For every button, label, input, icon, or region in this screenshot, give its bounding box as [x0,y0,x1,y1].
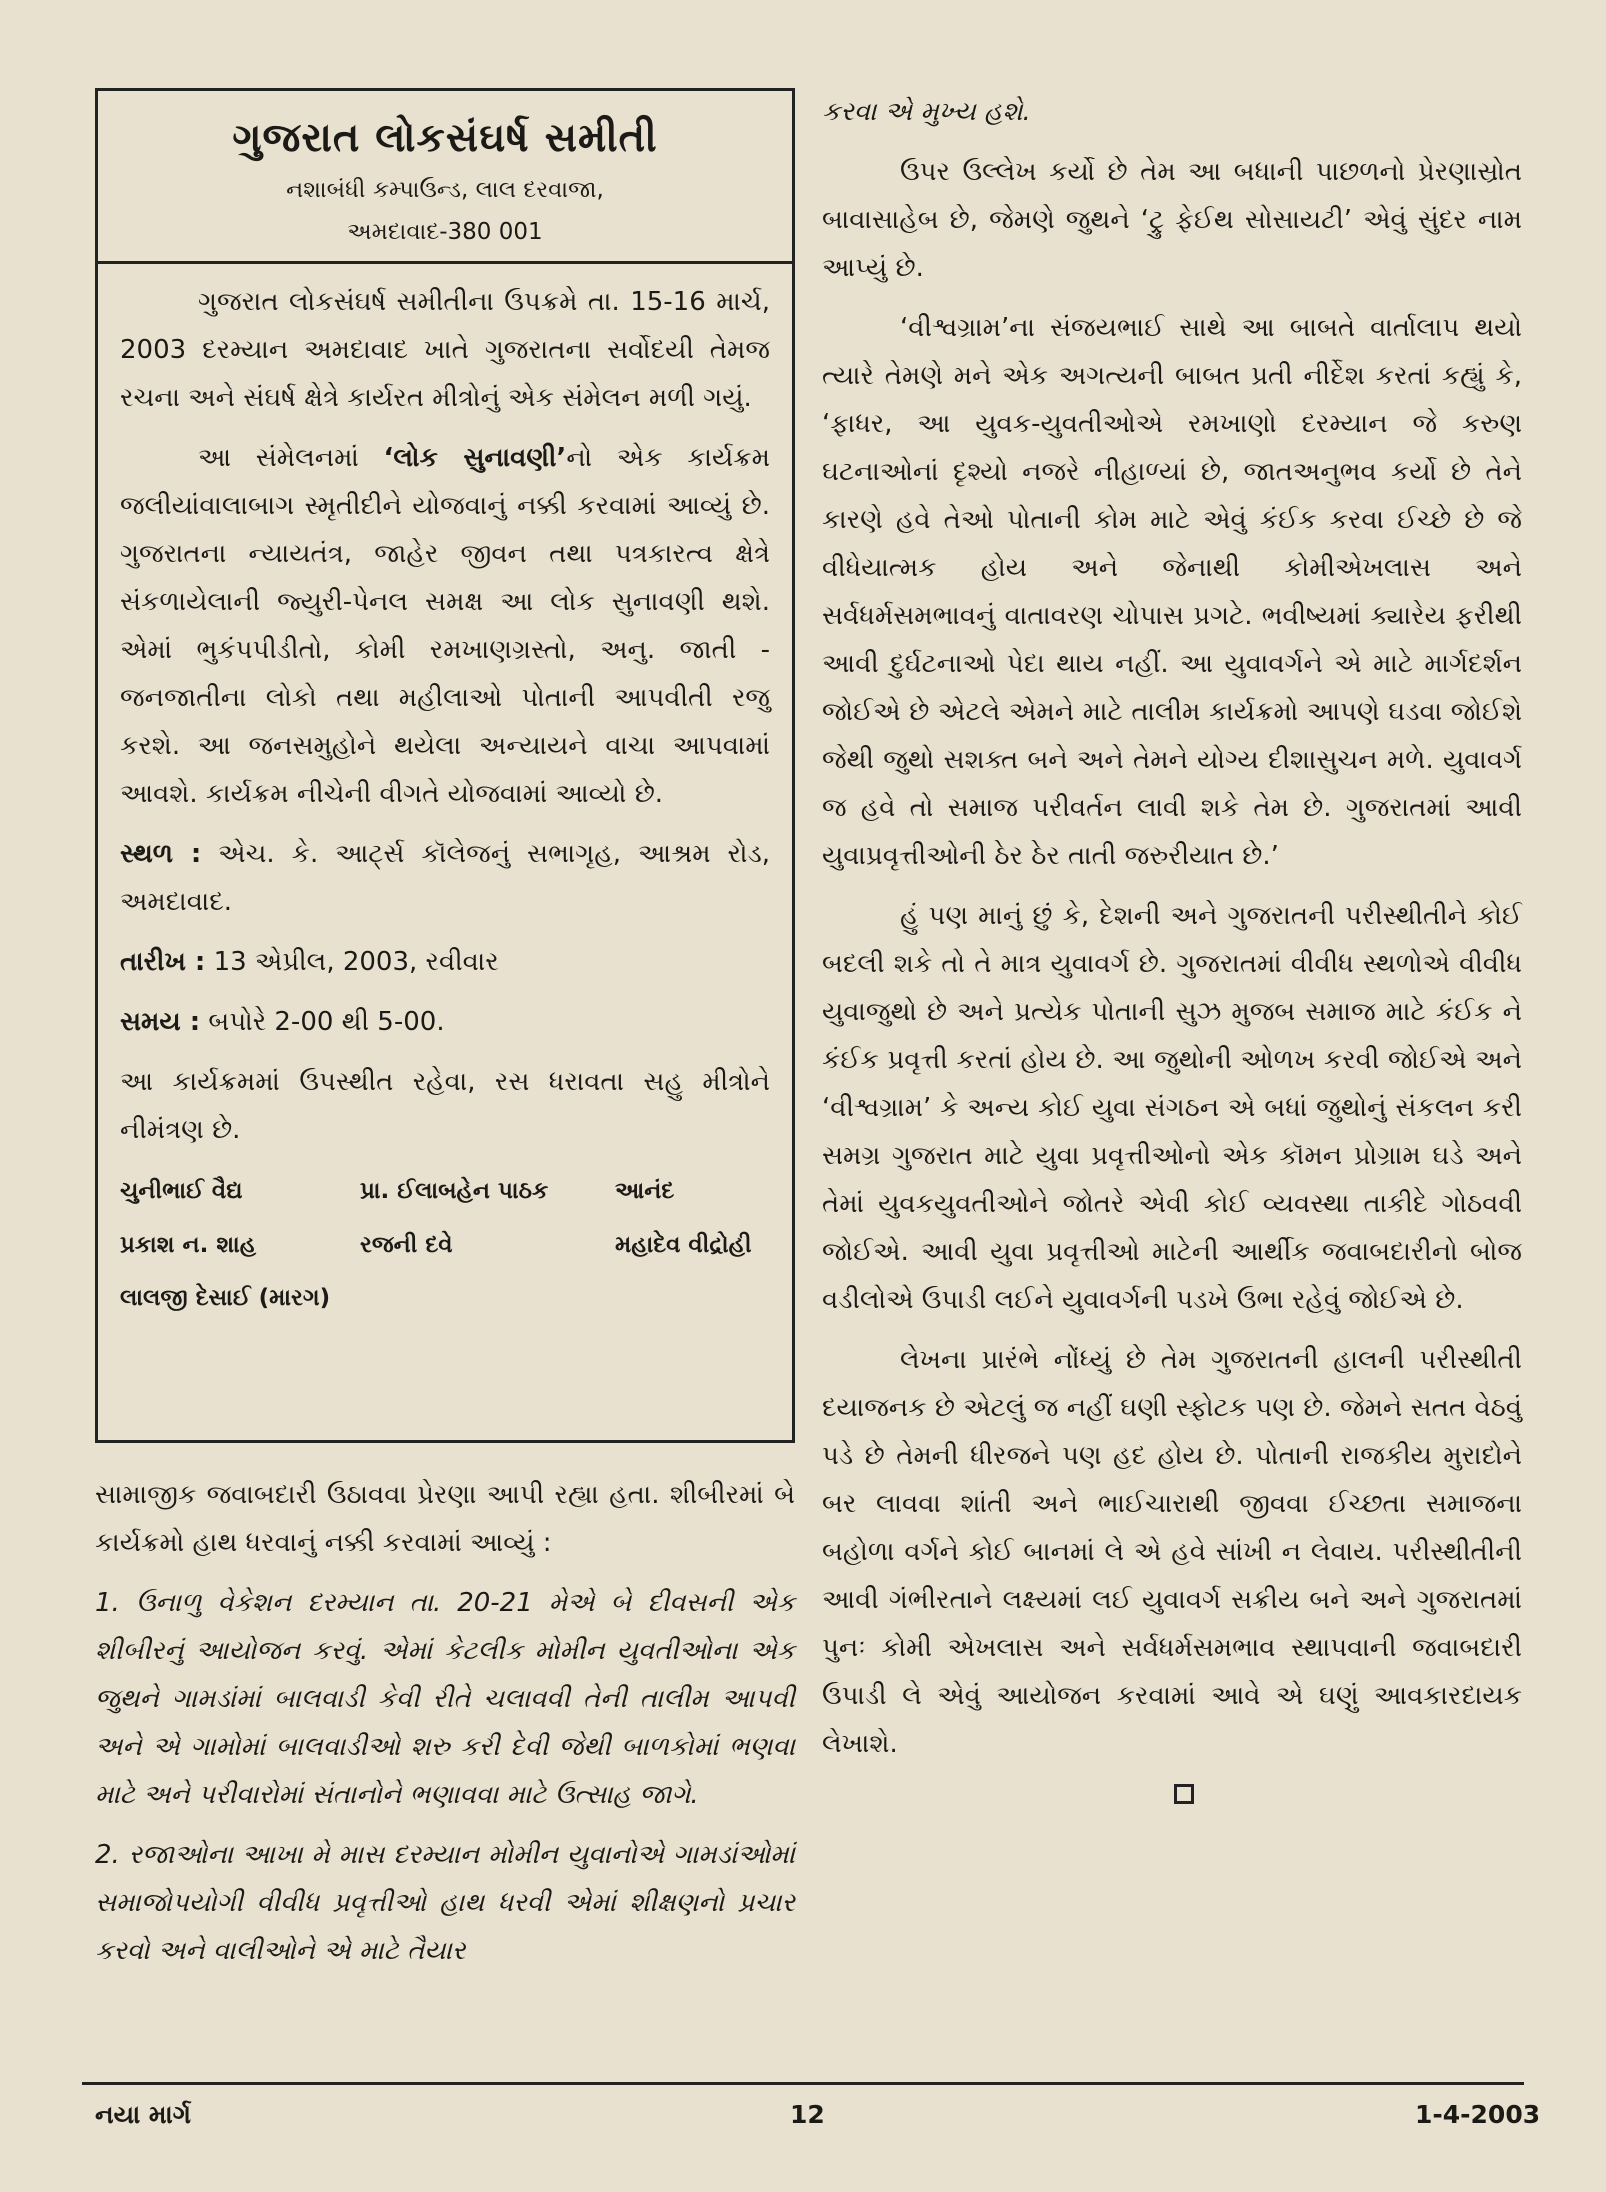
box-paragraph-2 [120,434,770,818]
date-value: 13 એપ્રીલ, 2003, રવીવાર [205,947,499,977]
footer-page-number: 12 [790,2100,825,2129]
box-paragraph-2-post: નો એક કાર્યક્રમ જલીયાંવાલાબાગ સ્મૃતીદીને યોજવાનું નક્કી કરવામાં આવ્યું છે. ગુજરાતના ન્યાયતંત્ર, જાહેર જીવન તથા પત્રકારત્વ ક્ષેત્રે સંકળાયેલાની જ્યુરી-પેનલ સમક્ષ આ લોક સુનાવણી થશે. એમાં ભુકંપપીડીતો, કોમી રમખાણગ્રસ્તો, અનુ. જાતી - જનજાતીના લોકો તથા મહીલાઓ પોતાની આપવીતી રજુ કરશે. આ જનસમુહોને થયેલા અન્યાયને વાચા આપવામાં આવશે. કાર્યક્રમ નીચેની વીગતે યોજવામાં આવ્યો છે. [120,443,770,809]
right-continuation-line: કરવા એ મુખ્ય હશે. [822,97,1031,127]
lok-sunavani-highlight: ‘લોક સુનાવણી’ [383,443,567,473]
left-column [95,88,795,1975]
box-paragraph-2-pre: આ સંમેલનમાં [198,443,384,473]
left-paragraph: સામાજીક જવાબદારી ઉઠાવવા પ્રેરણા આપી રહ્યા હતા. શીબીરમાં બે કાર્યક્રમો હાથ ધરવાનું નક્કી કરવામાં આવ્યું : [95,1480,795,1558]
right-paragraph: લેખના પ્રારંભે નોંધ્યું છે તેમ ગુજરાતની હાલની પરીસ્થીતી દયાજનક છે એટલું જ નહીં ઘણી સ્ફોટક પણ છે. જેમને સતત વેઠવું પડે છે તેમની ધીરજને પણ હદ હોય છે. પોતાની રાજકીય મુરાદોને બર લાવવા શાંતી અને ભાઈચારાથી જીવવા ઈચ્છતા સમાજના બહોળા વર્ગને કોઈ બાનમાં લે એ હવે સાંખી ન લેવાય. પરીસ્થીતીની આવી ગંભીરતાને લક્ષ્યમાં લઈ યુવાવર્ગ સક્રીય બને અને ગુજરાતમાં પુનઃ કોમી એખલાસ અને સર્વધર્મસમભાવ સ્થાપવાની જવાબદારી ઉપાડી લે એવું આયોજન કરવામાં આવે એ ઘણું આવકારદાયક લેખાશે. [822,1345,1522,1759]
list-item: 2. રજાઓના આખા મે માસ દરમ્યાન મોમીન યુવાનોએ ગામડાંઓમાં સમાજોપયોગી વીવીધ પ્રવૃત્તીઓ હાથ ધરવી એમાં શીક્ષણનો પ્રચાર કરવો અને વાલીઓને એ માટે તૈયાર [95,1840,795,1966]
signatory-name: પ્રકાશ ન. શાહ [120,1232,257,1258]
left-continued-text [95,1471,795,1975]
right-paragraph: હું પણ માનું છું કે, દેશની અને ગુજરાતની પરીસ્થીતીને કોઈ બદલી શકે તો તે માત્ર યુવાવર્ગ છે. ગુજરાતમાં વીવીધ સ્થળોએ વીવીધ યુવાજુથો છે અને પ્રત્યેક પોતાની સુઝ મુજબ સમાજ માટે કંઈક ને કંઈક પ્રવૃત્તી કરતાં હોય છે. આ જુથોની ઓળખ કરવી જોઈએ અને ‘વીશ્વગ્રામ’ કે અન્ય કોઈ યુવા સંગઠન એ બધાં જુથોનું સંકલન કરી સમગ્ર ગુજરાત માટે યુવા પ્રવૃત્તીઓનો એક કૉમન પ્રોગ્રામ ઘડે અને તેમાં યુવકયુવતીઓને જોતરે એવી કોઈ વ્યવસ્થા તાકીદે ગોઠવવી જોઈએ. આવી યુવા પ્રવૃત્તીઓ માટેની આર્થીક જવાબદારીનો બોજ વડીલોએ ઉપાડી લઈને યુવાવર્ગની પડખે ઉભા રહેવું જોઈએ છે. [822,901,1522,1315]
time-line [120,998,770,1046]
footer-divider [82,2082,1524,2085]
venue-line [120,830,770,926]
time-value: બપોરે 2-00 થી 5-00. [200,1007,445,1037]
box-address-line2: અમદાવાદ-380 001 [347,219,543,245]
signatory-name: પ્રા. ઈલાબહેન પાઠક [360,1178,549,1204]
invite-text: આ કાર્યક્રમમાં ઉપસ્થીત રહેવા, રસ ધરાવતા સહુ મીત્રોને નીમંત્રણ છે. [120,1067,770,1145]
date-line [120,938,770,986]
article-end-square-icon [1174,1784,1194,1804]
time-label: સમય : [120,1007,201,1037]
signatory-name: આનંદ [615,1178,675,1204]
announcement-box [95,88,795,1443]
list-item: 1. ઉનાળુ વેકેશન દરમ્યાન તા. 20-21 મેએ બે દીવસની એક શીબીરનું આયોજન કરવું. એમાં કેટલીક મોમીન યુવતીઓના એક જુથને ગામડાંમાં બાલવાડી કેવી રીતે ચલાવવી તેની તાલીમ આપવી અને એ ગામોમાં બાલવાડીઓ શરુ કરી દેવી જેથી બાળકોમાં ભણવા માટે અને પરીવારોમાં સંતાનોને ભણાવવા માટે ઉત્સાહ જાગે. [95,1588,795,1810]
signatory-name: લાલજી દેસાઈ (મારગ) [120,1285,331,1311]
box-title: ગુજરાત લોકસંઘર્ષ સમીતી [232,115,658,161]
right-paragraph: ઉપર ઉલ્લેખ કર્યો છે તેમ આ બધાની પાછળનો પ્રેરણાસ્રોત બાવાસાહેબ છે, જેમણે જુથને ‘ટ્રુ ફેઈથ સોસાયટી’ એવું સુંદર નામ આપ્યું છે. [822,157,1522,283]
date-label: તારીખ : [120,947,206,977]
box-paragraph-1: ગુજરાત લોકસંઘર્ષ સમીતીના ઉપક્રમે તા. 15-16 માર્ચ, 2003 દરમ્યાન અમદાવાદ ખાતે ગુજરાતના સર્વોદયી તેમજ રચના અને સંઘર્ષ ક્ષેત્રે કાર્યરત મીત્રોનું એક સંમેલન મળી ગયું. [120,287,770,413]
footer-publication: નયા માર્ગ [95,2100,191,2129]
box-divider [98,261,792,264]
right-paragraph: ‘વીશ્વગ્રામ’ના સંજયભાઈ સાથે આ બાબતે વાર્તાલાપ થયો ત્યારે તેમણે મને એક અગત્યની બાબત પ્રતી નીર્દેશ કરતાં કહ્યું કે, ‘ફાધર, આ યુવક-યુવતીઓએ રમખાણો દરમ્યાન જે કરુણ ઘટનાઓનાં દૃશ્યો નજરે નીહાળ્યાં છે, જાતઅનુભવ કર્યો છે તેને કારણે હવે તેઓ પોતાની કોમ માટે એવું કંઈક કરવા ઈચ્છે છે જે વીધેયાત્મક હોય અને જેનાથી કોમીએખલાસ અને સર્વધર્મસમભાવનું વાતાવરણ ચોપાસ પ્રગટે. ભવીષ્યમાં ક્યારેય ફરીથી આવી દુર્ઘટનાઓ પેદા થાય નહીં. આ યુવાવર્ગને એ માટે માર્ગદર્શન જોઈએ છે એટલે એમને માટે તાલીમ કાર્યક્રમો આપણે ઘડવા જોઈશે જેથી જુથો સશક્ત બને અને તેમને યોગ્ય દીશાસુચન મળે. યુવાવર્ગ જ હવે તો સમાજ પરીવર્તન લાવી શકે તેમ છે. ગુજરાતમાં આવી યુવાપ્રવૃત્તીઓની ઠેર ઠેર તાતી જરુરીયાત છે.’ [822,313,1522,871]
venue-label: સ્થળ : [120,839,202,869]
box-address-line1: નશાબંધી કમ્પાઉન્ડ, લાલ દરવાજા, [286,177,604,203]
footer-date: 1-4-2003 [1415,2100,1541,2129]
signatory-name: મહાદેવ વીદ્રોહી [615,1232,752,1258]
signatory-name: રજની દવે [360,1232,453,1258]
venue-value: એચ. કે. આર્ટ્સ કૉલેજનું સભાગૃહ, આશ્રમ રોડ, અમદાવાદ. [120,839,770,917]
signatories [120,1164,770,1272]
right-column [822,88,1522,1804]
signatory-name: ચુનીભાઈ વૈદ્ય [120,1178,243,1204]
